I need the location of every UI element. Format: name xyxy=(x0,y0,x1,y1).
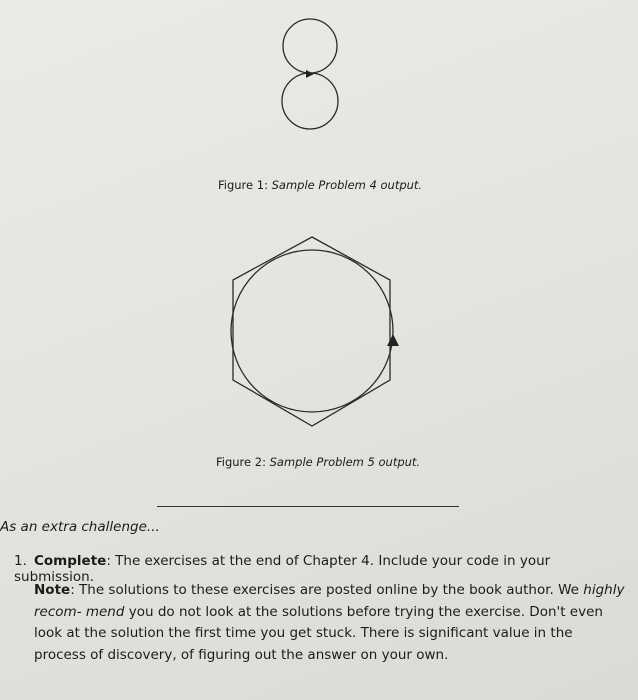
note-label: Note xyxy=(34,582,71,598)
lower-circle xyxy=(282,73,338,129)
hexagon-circle-drawing xyxy=(215,230,410,435)
turtle-arrow-icon xyxy=(306,70,314,78)
upper-circle xyxy=(283,19,337,73)
figure-eight-drawing xyxy=(270,8,350,148)
note-paragraph: Note: The solutions to these exercises are posted online by the book author. We highly recom- mend you do not look at the solutions before trying the exercise. Don't even look at the solution the first time you get stuck. There is significant value in the process of discovery, of figuring out the answer on your own. xyxy=(34,582,625,663)
figure-2-caption: Figure 2: Sample Problem 5 output. xyxy=(216,455,421,469)
inscribed-circle xyxy=(231,250,393,412)
item-number: 1. xyxy=(14,553,27,569)
hexagon-shape xyxy=(233,237,390,426)
section-heading: As an extra challenge... xyxy=(0,519,160,535)
horizontal-rule xyxy=(157,506,459,507)
turtle-arrow-icon xyxy=(387,334,399,346)
figure-1-caption: Figure 1: Sample Problem 4 output. xyxy=(218,178,423,192)
item-text: : The exercises at the end of Chapter 4. Include your code in your submission. xyxy=(14,553,551,585)
item-label: Complete xyxy=(34,553,107,569)
